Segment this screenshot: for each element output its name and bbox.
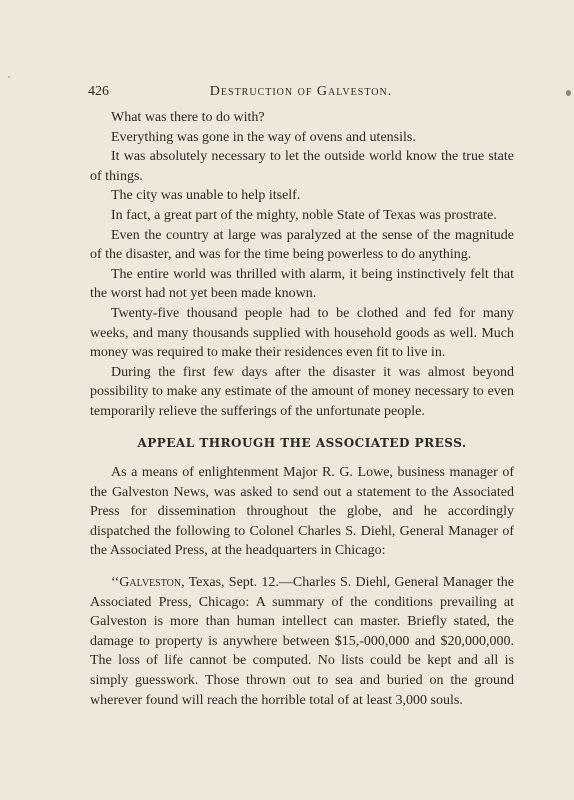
paragraph: During the first few days after the disaster it was almost beyond possibility to make any estimate of the amount of money necessary to even temporarily relieve the sufferings of the unfortunate people.: [90, 364, 514, 419]
paper-speck: [8, 76, 10, 78]
paragraph: The entire world was thrilled with alarm, it being instinctively felt that the worst had not yet been made known.: [90, 266, 514, 302]
running-title: Destruction of Galveston.: [209, 84, 393, 99]
paragraph: It was absolutely necessary to let the outside world know the true state of things.: [90, 149, 514, 184]
page-number: 426: [88, 84, 109, 99]
quote-place: Galveston: [119, 575, 182, 591]
telegram-quote: [90, 573, 514, 710]
paper-speck: [566, 90, 571, 96]
paragraph: Everything was gone in the way of ovens and utensils.: [111, 129, 416, 145]
paragraph: Twenty-five thousand people had to be clothed and fed for many weeks, and many thousands supplied with household goods as well. Much money was required to make their residences even fit to live in.: [90, 305, 514, 361]
quote-text: , Texas, Sept. 12.—Charles S. Diehl, General Manager the Associated Press, Chicago: A summary of the conditions prevailing at Galveston is more than human intellect can master. Briefly stated, the damage to property is anywhere between $15,-000,000 and $20,000,000. The loss of life cannot be computed. No lists could be kept and all is simply guesswork. Those thrown out to sea and buried on the ground wherever found will reach the horrible total of at least 3,000 souls.: [90, 575, 514, 708]
paragraph: Even the country at large was paralyzed at the sense of the magnitude of the disaster, and was for the time being powerless to do anything.: [90, 227, 514, 263]
paragraph: In fact, a great part of the mighty, noble State of Texas was prostrate.: [111, 207, 497, 223]
paragraph: What was there to do with?: [111, 110, 265, 125]
section-heading: APPEAL THROUGH THE ASSOCIATED PRESS.: [137, 435, 467, 450]
paragraph: The city was unable to help itself.: [111, 188, 301, 204]
page-body: [90, 108, 514, 710]
quote-open-mark: ‘‘: [111, 575, 120, 591]
section-paragraph: As a means of enlightenment Major R. G. Lowe, business manager of the Galveston News, was asked to send out a statement to the Associated Press for dissemination throughout the globe, and he accordingly dispatched the following to Colonel Charles S. Diehl, General Manager of the Associated Press, at the headquarters in Chicago:: [90, 465, 514, 559]
